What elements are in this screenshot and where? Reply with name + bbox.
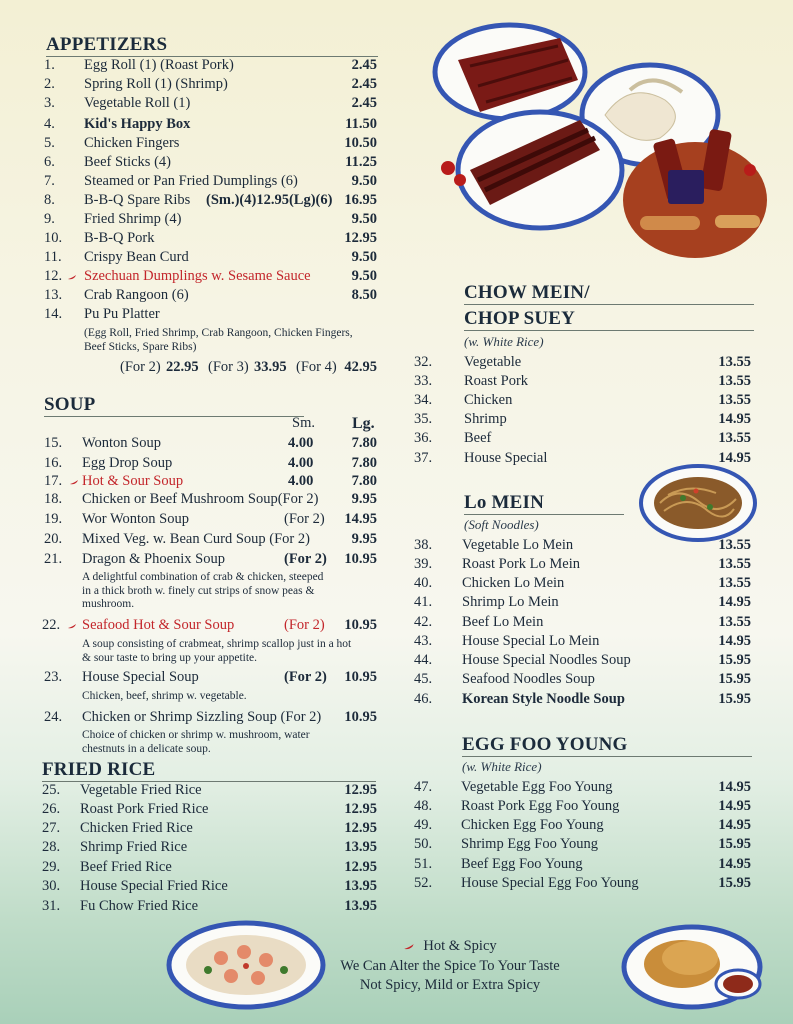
chili-pepper-icon bbox=[67, 274, 77, 280]
menu-item: 13. Crab Rangoon (6) 8.50 bbox=[44, 287, 377, 303]
menu-item: 40. Chicken Lo Mein 13.55 bbox=[414, 575, 751, 591]
menu-item: 51. Beef Egg Foo Young 14.95 bbox=[414, 856, 751, 872]
chili-pepper-icon bbox=[403, 943, 415, 950]
menu-item: 46. Korean Style Noodle Soup 15.95 bbox=[414, 691, 751, 707]
menu-item: 42. Beef Lo Mein 13.55 bbox=[414, 614, 751, 630]
menu-item: 15. Wonton Soup 4.00 7.80 bbox=[44, 435, 377, 451]
pupu-prices: (For 2) 22.95 (For 3) 33.95 (For 4) 42.95 bbox=[120, 359, 377, 375]
lo-mein-heading: Lo MEIN bbox=[464, 492, 624, 515]
menu-item: 48. Roast Pork Egg Foo Young 14.95 bbox=[414, 798, 751, 814]
menu-item: 33. Roast Pork 13.55 bbox=[414, 373, 751, 389]
fried-rice-heading: FRIED RICE bbox=[42, 759, 376, 782]
menu-item: 45. Seafood Noodles Soup 15.95 bbox=[414, 671, 751, 687]
chow-mein-heading: CHOW MEIN/ bbox=[464, 282, 754, 305]
spice-note-line1: We Can Alter the Spice To Your Taste bbox=[340, 958, 560, 974]
menu-item: 29. Beef Fried Rice 12.95 bbox=[42, 859, 377, 875]
item-description: A delightful combination of crab & chicken, steeped in a thick broth w. finely cut strips of snow peas & mushroom. bbox=[82, 571, 324, 610]
menu-item-spicy: 12. Szechuan Dumplings w. Sesame Sauce 9.50 bbox=[44, 268, 377, 284]
lo-mein-photo bbox=[638, 463, 758, 543]
egg-foo-young-photo bbox=[620, 922, 770, 1012]
menu-item: 4. Kid's Happy Box 11.50 bbox=[44, 116, 377, 132]
menu-item: 7. Steamed or Pan Fried Dumplings (6) 9.50 bbox=[44, 173, 377, 189]
menu-item: 36. Beef 13.55 bbox=[414, 430, 751, 446]
menu-item-spicy: 17. Hot & Sour Soup 4.00 7.80 bbox=[44, 473, 377, 489]
menu-item: 24. Chicken or Shrimp Sizzling Soup (For 2) 10.95 bbox=[44, 709, 377, 725]
item-description: Chicken, beef, shrimp w. vegetable. bbox=[82, 690, 247, 702]
menu-item: 34. Chicken 13.55 bbox=[414, 392, 751, 408]
menu-item: 37. House Special 14.95 bbox=[414, 450, 751, 466]
menu-item: 14. Pu Pu Platter bbox=[44, 306, 160, 322]
menu-item: 31. Fu Chow Fried Rice 13.95 bbox=[42, 898, 377, 914]
appetizer-platter-photo bbox=[430, 20, 770, 270]
menu-item: 52. House Special Egg Foo Young 15.95 bbox=[414, 875, 751, 891]
menu-item: 5. Chicken Fingers 10.50 bbox=[44, 135, 377, 151]
menu-item: 25. Vegetable Fried Rice 12.95 bbox=[42, 782, 377, 798]
menu-item: 49. Chicken Egg Foo Young 14.95 bbox=[414, 817, 751, 833]
egg-foo-young-note: (w. White Rice) bbox=[462, 759, 542, 774]
menu-item: 19. Wor Wonton Soup (For 2) 14.95 bbox=[44, 511, 377, 527]
menu-item: 39. Roast Pork Lo Mein 13.55 bbox=[414, 556, 751, 572]
spicy-legend: Hot & Spicy bbox=[300, 936, 600, 957]
menu-item: 8. B-B-Q Spare Ribs (Sm.)(4)12.95(Lg)(6) 16.95 bbox=[44, 192, 377, 208]
menu-item-spicy: 22. Seafood Hot & Sour Soup (For 2) 10.95 bbox=[42, 617, 377, 633]
menu-item: 28. Shrimp Fried Rice 13.95 bbox=[42, 839, 377, 855]
menu-item: 50. Shrimp Egg Foo Young 15.95 bbox=[414, 836, 751, 852]
chili-pepper-icon bbox=[67, 623, 77, 629]
menu-item: 27. Chicken Fried Rice 12.95 bbox=[42, 820, 377, 836]
chop-suey-heading: CHOP SUEY bbox=[464, 308, 754, 331]
menu-item: 30. House Special Fried Rice 13.95 bbox=[42, 878, 377, 894]
menu-item: 10. B-B-Q Pork 12.95 bbox=[44, 230, 377, 246]
menu-item: 47. Vegetable Egg Foo Young 14.95 bbox=[414, 779, 751, 795]
menu-item: 26. Roast Pork Fried Rice 12.95 bbox=[42, 801, 377, 817]
menu-item: 1. Egg Roll (1) (Roast Pork) 2.45 bbox=[44, 57, 377, 73]
menu-item: 23. House Special Soup (For 2) 10.95 bbox=[44, 669, 377, 685]
menu-item: 38. Vegetable Lo Mein 13.55 bbox=[414, 537, 751, 553]
menu-item: 18. Chicken or Beef Mushroom Soup(For 2) 9.95 bbox=[44, 491, 377, 507]
chow-mein-note: (w. White Rice) bbox=[464, 334, 544, 349]
spice-note-line2: Not Spicy, Mild or Extra Spicy bbox=[359, 977, 541, 993]
menu-item: 6. Beef Sticks (4) 11.25 bbox=[44, 154, 377, 170]
menu-item: 21. Dragon & Phoenix Soup (For 2) 10.95 bbox=[44, 551, 377, 567]
menu-item: 3. Vegetable Roll (1) 2.45 bbox=[44, 95, 377, 111]
menu-item: 44. House Special Noodles Soup 15.95 bbox=[414, 652, 751, 668]
menu-item: 9. Fried Shrimp (4) 9.50 bbox=[44, 211, 377, 227]
lo-mein-note: (Soft Noodles) bbox=[464, 517, 539, 532]
egg-foo-young-heading: EGG FOO YOUNG bbox=[462, 734, 752, 757]
item-description: A soup consisting of crabmeat, shrimp scallop just in a hot & sour taste to bring up your appetite. bbox=[82, 638, 352, 664]
item-description: Choice of chicken or shrimp w. mushroom, water chestnuts in a delicate soup. bbox=[82, 729, 310, 755]
soup-column-headers: Sm. Lg. bbox=[292, 415, 375, 432]
menu-item: 43. House Special Lo Mein 14.95 bbox=[414, 633, 751, 649]
appetizers-heading: APPETIZERS bbox=[46, 34, 378, 57]
pupu-description: (Egg Roll, Fried Shrimp, Crab Rangoon, Chicken Fingers, Beef Sticks, Spare Ribs) bbox=[84, 327, 353, 353]
menu-item: 41. Shrimp Lo Mein 14.95 bbox=[414, 594, 751, 610]
chili-pepper-icon bbox=[69, 479, 79, 485]
menu-item: 35. Shrimp 14.95 bbox=[414, 411, 751, 427]
menu-item: 16. Egg Drop Soup 4.00 7.80 bbox=[44, 455, 377, 471]
menu-item: 32. Vegetable 13.55 bbox=[414, 354, 751, 370]
soup-heading: SOUP bbox=[44, 394, 304, 417]
menu-item: 2. Spring Roll (1) (Shrimp) 2.45 bbox=[44, 76, 377, 92]
menu-item: 20. Mixed Veg. w. Bean Curd Soup (For 2) 9.95 bbox=[44, 531, 377, 547]
menu-item: 11. Crispy Bean Curd 9.50 bbox=[44, 249, 377, 265]
